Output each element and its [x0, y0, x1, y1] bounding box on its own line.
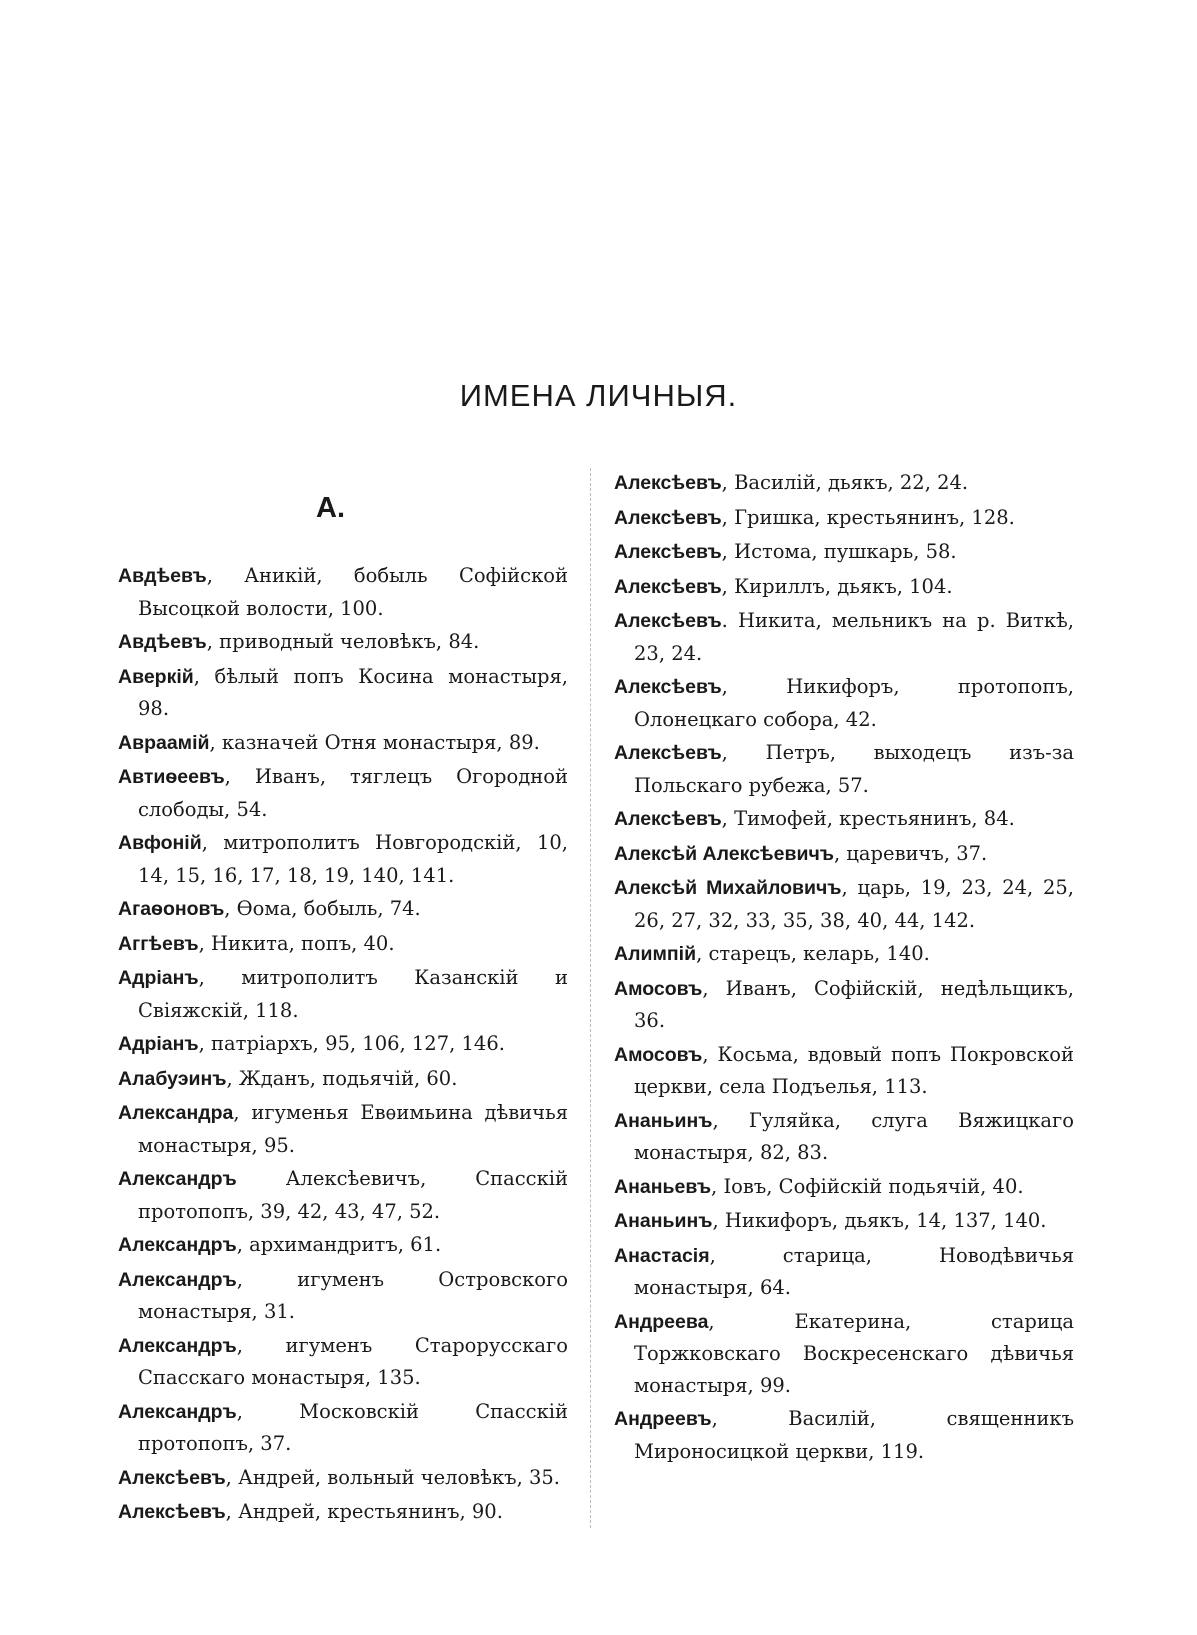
right-column — [614, 467, 1074, 1469]
entry-headword: Алексѣевъ — [614, 676, 722, 698]
entry-text: , казначей Отня монастыря, 89. — [209, 730, 540, 754]
entry-headword: Автиѳеевъ — [118, 766, 225, 788]
entry-text: , Иванъ, Софійскій, недѣльщикъ, 36. — [634, 976, 1074, 1032]
index-entry — [614, 671, 1074, 735]
entry-headword: Адріанъ — [118, 1033, 199, 1055]
entry-headword: Алексѣевъ — [614, 808, 722, 830]
entry-text: , Жданъ, подьячій, 60. — [226, 1066, 458, 1090]
index-entry — [118, 1229, 568, 1262]
entry-text: , игуменья Евѳимьина дѣвичья монастыря, 95. — [138, 1101, 568, 1157]
entry-text: , Косьма, вдовый попъ Покровской церкви, села Подъелья, 113. — [634, 1042, 1074, 1098]
index-entry — [118, 761, 568, 825]
entry-headword: Ананьинъ — [614, 1210, 713, 1232]
entry-headword: Авдѣевъ — [118, 631, 207, 653]
index-entry — [614, 1240, 1074, 1304]
entry-text: , Никифоръ, дьякъ, 14, 137, 140. — [712, 1209, 1047, 1232]
entry-headword: Александръ — [118, 1400, 237, 1423]
entry-headword: Алексѣй Алексѣевичъ — [614, 842, 834, 865]
entry-text: , митрополитъ Казанскій и Свіяжскій, 118. — [138, 966, 568, 1022]
entry-text: , Гуляйка, слуга Вяжицкаго монастыря, 82, 83. — [634, 1108, 1074, 1164]
entry-text: , игуменъ Старорусскаго Спасскаго монастыря, 135. — [138, 1333, 568, 1389]
entry-text: , Гришка, крестьянинъ, 128. — [721, 505, 1015, 529]
entry-headword: Амосовъ — [614, 1043, 703, 1066]
entry-headword: Александра — [118, 1102, 234, 1124]
entry-headword: Александръ — [118, 1168, 237, 1190]
index-entry — [118, 1264, 568, 1328]
entry-text: , Петръ, выходецъ изъ-за Польскаго рубежа, 57. — [634, 741, 1074, 797]
entry-text: , Иванъ, тяглецъ Огородной слободы, 54. — [138, 765, 568, 821]
entry-text: , старецъ, келарь, 140. — [696, 942, 930, 965]
entry-headword: Александръ — [118, 1268, 237, 1291]
entry-text: , архимандритъ, 61. — [236, 1233, 442, 1256]
index-entry — [118, 1496, 568, 1529]
entry-text: , Тимофей, крестьянинъ, 84. — [721, 807, 1015, 830]
entry-headword: Алабуэинъ — [118, 1067, 227, 1090]
index-entry — [614, 803, 1074, 836]
entry-text: , Андрей, вольный человѣкъ, 35. — [225, 1465, 560, 1489]
index-entry — [118, 1097, 568, 1161]
index-entry — [118, 1462, 568, 1495]
entry-text: , патріархъ, 95, 106, 127, 146. — [198, 1032, 505, 1055]
entry-headword: Алексѣй Михайловичъ — [614, 877, 842, 899]
entry-headword: Андреева — [614, 1310, 709, 1333]
entry-text: , Никита, попъ, 40. — [198, 931, 395, 955]
entry-headword: Александръ — [118, 1334, 237, 1357]
entry-headword: Адріанъ — [118, 967, 199, 989]
index-entry — [118, 1028, 568, 1061]
entry-text: , Ѳома, бобыль, 74. — [224, 897, 421, 920]
entry-text: , бѣлый попъ Косина монастыря, 98. — [138, 664, 568, 720]
entry-text: Алексѣевичъ, Спасскій протопопъ, 39, 42, 43, 47, 52. — [138, 1167, 568, 1223]
index-entry — [614, 536, 1074, 569]
index-entry — [118, 626, 568, 659]
entry-text: . Никита, мельникъ на р. Виткѣ, 23, 24. — [634, 609, 1074, 665]
index-entry — [614, 502, 1074, 535]
entry-text: , Аникій, бобыль Софійской Высоцкой волости, 100. — [138, 564, 568, 620]
index-entry — [614, 838, 1074, 871]
index-entry — [118, 1396, 568, 1460]
entry-headword: Алексѣевъ — [118, 1501, 226, 1523]
entry-headword: Алексѣевъ — [614, 472, 722, 494]
index-entry — [614, 1171, 1074, 1204]
entry-text: , царевичъ, 37. — [833, 841, 988, 865]
index-entry — [118, 928, 568, 961]
entry-headword: Авфоній — [118, 832, 202, 854]
page-title: ИМЕНА ЛИЧНЫЯ. — [459, 378, 738, 413]
entry-text: , Екатерина, старица Торжковскаго Воскресенскаго дѣвичья монастыря, 99. — [634, 1309, 1074, 1397]
index-entry — [118, 560, 568, 624]
entry-text: , Кириллъ, дьякъ, 104. — [721, 574, 953, 598]
entry-text: , игуменъ Островского монастыря, 31. — [138, 1267, 568, 1323]
index-entry — [614, 938, 1074, 971]
index-entry — [614, 1306, 1074, 1402]
entry-headword: Алексѣевъ — [614, 506, 722, 529]
entry-text: , старица, Новодѣвичья монастыря, 64. — [634, 1243, 1074, 1299]
index-entry — [614, 872, 1074, 936]
index-entry — [614, 571, 1074, 604]
entry-text: , митрополитъ Новгородскій, 10, 14, 15, 16, 17, 18, 19, 140, 141. — [138, 831, 568, 887]
index-entry — [614, 1105, 1074, 1169]
index-entry — [118, 827, 568, 891]
entry-headword: Ананьинъ — [614, 1109, 713, 1132]
entry-headword: Александръ — [118, 1234, 237, 1256]
index-entry — [118, 962, 568, 1026]
entry-text: , Андрей, крестьянинъ, 90. — [225, 1500, 503, 1523]
entry-text: , Истома, пушкарь, 58. — [721, 540, 957, 563]
entry-text: , Никифоръ, протопопъ, Олонецкаго собора, 42. — [634, 675, 1074, 731]
entry-headword: Андреевъ — [614, 1408, 712, 1430]
entry-headword: Алексѣевъ — [614, 575, 722, 598]
index-entry — [614, 467, 1074, 500]
index-entry — [118, 1063, 568, 1096]
index-entry — [614, 1403, 1074, 1467]
index-entry — [118, 893, 568, 926]
index-entry — [614, 973, 1074, 1037]
index-entry — [118, 661, 568, 725]
entry-headword: Агаѳоновъ — [118, 898, 225, 920]
entry-headword: Алексѣевъ — [614, 742, 722, 764]
left-column — [118, 560, 568, 1531]
column-divider — [590, 468, 591, 1528]
entry-text: , Московскій Спасскій протопопъ, 37. — [138, 1399, 568, 1455]
entry-headword: Алексѣевъ — [614, 541, 722, 563]
entry-headword: Авраамій — [118, 731, 210, 754]
entry-text: , царь, 19, 23, 24, 25, 26, 27, 32, 33, 35, 38, 40, 44, 142. — [634, 876, 1074, 932]
section-letter: А. — [316, 492, 345, 524]
entry-headword: Алимпій — [614, 943, 697, 965]
entry-headword: Аверкій — [118, 665, 194, 688]
entry-text: , приводный человѣкъ, 84. — [206, 630, 480, 653]
index-entry — [614, 1205, 1074, 1238]
entry-headword: Амосовъ — [614, 977, 703, 1000]
entry-text: , Іовъ, Софійскій подьячій, 40. — [711, 1174, 1024, 1198]
entry-headword: Аггѣевъ — [118, 932, 199, 955]
entry-headword: Анастасія — [614, 1244, 710, 1267]
entry-headword: Алексѣевъ — [118, 1466, 226, 1489]
index-entry — [118, 1330, 568, 1394]
index-entry — [614, 1039, 1074, 1103]
index-entry — [614, 605, 1074, 669]
index-entry — [614, 737, 1074, 801]
entry-headword: Ананьевъ — [614, 1175, 712, 1198]
entry-headword: Авдѣевъ — [118, 565, 207, 587]
entry-text: , Василій, священникъ Мироносицкой церкви, 119. — [634, 1407, 1074, 1463]
index-entry — [118, 1163, 568, 1227]
entry-text: , Василій, дьякъ, 22, 24. — [721, 471, 969, 494]
entry-headword: Алексѣевъ — [614, 610, 722, 632]
index-entry — [118, 727, 568, 760]
